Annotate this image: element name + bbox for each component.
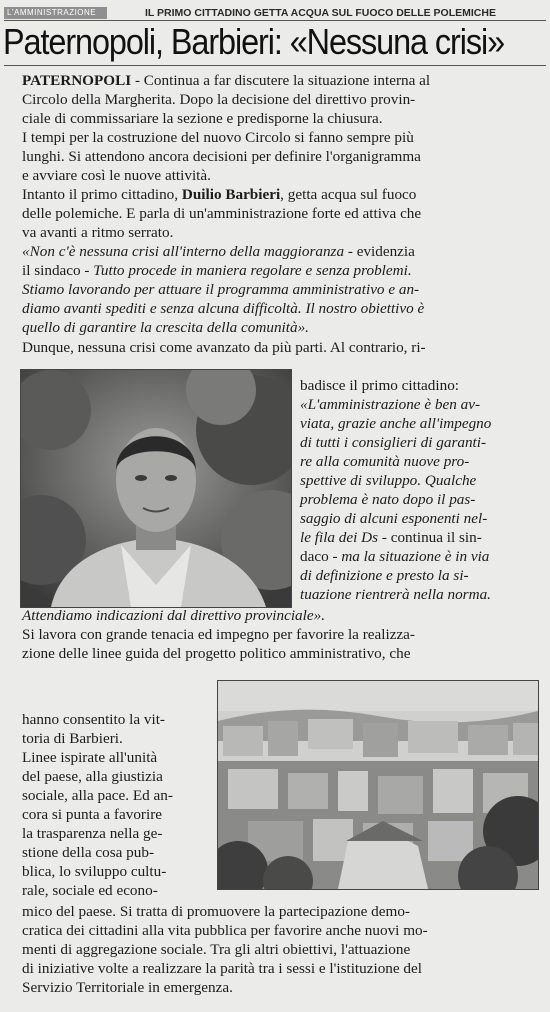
text-line: Si lavora con grande tenacia ed impegno per favorire la realizza- bbox=[22, 626, 415, 643]
quote-line: Attendiamo indicazioni dal direttivo provinciale». bbox=[22, 607, 326, 624]
text-line: Circolo della Margherita. Dopo la decisione del direttivo provin- bbox=[22, 91, 416, 108]
mayor-portrait-photo bbox=[20, 369, 292, 608]
quote-line: tuazione rientrerà nella norma. bbox=[300, 586, 491, 603]
quote-line: quello di garantire la crescita della comunità». bbox=[22, 319, 309, 336]
text-line: va avanti a ritmo serrato. bbox=[22, 224, 174, 241]
quote-span: ma la situazione è in via bbox=[341, 548, 490, 565]
text-line bbox=[22, 186, 416, 204]
dateline: PATERNOPOLI bbox=[22, 72, 132, 89]
text-line: Linee ispirate all'unità bbox=[22, 749, 158, 766]
text-span: - continua il sin- bbox=[378, 529, 482, 546]
text-line bbox=[22, 262, 412, 280]
text-line bbox=[22, 243, 415, 261]
quote-line: «L'amministrazione è ben av- bbox=[300, 396, 480, 413]
text-line: I tempi per la costruzione del nuovo Circolo si fanno sempre più bbox=[22, 129, 414, 146]
text-line: ciale di commissariare la sezione e predisporne la chiusura. bbox=[22, 110, 383, 127]
quote-span: Tutto procede in maniera regolare e senza problemi. bbox=[93, 262, 412, 279]
text-line: menti di aggregazione sociale. Tra gli altri obiettivi, l'attuazione bbox=[22, 941, 411, 958]
text-line bbox=[300, 548, 489, 566]
town-landscape-photo bbox=[217, 680, 539, 890]
text-line: zione delle linee guida del progetto politico amministrativo, che bbox=[22, 645, 411, 662]
text-line: hanno consentito la vit- bbox=[22, 711, 165, 728]
text-line bbox=[22, 72, 430, 90]
text-span: - evidenzia bbox=[344, 243, 415, 260]
text-line: delle polemiche. E parla di un'amministrazione forte ed attiva che bbox=[22, 205, 422, 222]
mayor-name: Duilio Barbieri bbox=[181, 186, 281, 203]
text-line: di iniziative volte a realizzare la parità tra i sessi e l'istituzione del bbox=[22, 960, 422, 977]
text-line: rale, sociale ed econo- bbox=[22, 882, 158, 899]
text-span: Intanto il primo cittadino, bbox=[22, 186, 182, 203]
text-line: cratica dei cittadini alla vita pubblica per favorire anche nuovi mo- bbox=[22, 922, 428, 939]
quote-line: problema è nato dopo il pas- bbox=[300, 491, 476, 508]
text-span: - Continua a far discutere la situazione interna al bbox=[131, 72, 431, 89]
quote-line: diamo avanti spediti e senza alcuna difficoltà. Il nostro obiettivo è bbox=[22, 300, 425, 317]
quote-line: di definizione e presto la si- bbox=[300, 567, 469, 584]
quote-line: saggio di alcuni esponenti nel- bbox=[300, 510, 488, 527]
text-line: Dunque, nessuna crisi come avanzato da più parti. Al contrario, ri- bbox=[22, 339, 426, 356]
text-span: , getta acqua sul fuoco bbox=[280, 186, 417, 203]
text-line: lunghi. Si attendono ancora decisioni per definire l'organigramma bbox=[22, 148, 421, 165]
text-span: daco - bbox=[300, 548, 342, 565]
text-line: blica, lo sviluppo cultu- bbox=[22, 863, 167, 880]
section-tag: L'AMMINISTRAZIONE bbox=[4, 7, 107, 19]
headline-rule bbox=[4, 65, 546, 66]
quote-line: di tutti i consiglieri di garanti- bbox=[300, 434, 487, 451]
text-line: sociale, alla pace. Ed an- bbox=[22, 787, 173, 804]
text-span: il sindaco - bbox=[22, 262, 94, 279]
quote-line: re alla comunità nuove pro- bbox=[300, 453, 470, 470]
text-line: mico del paese. Si tratta di promuovere la partecipazione demo- bbox=[22, 903, 410, 920]
text-line: e avviare così le nuove attività. bbox=[22, 167, 211, 184]
text-line: toria di Barbieri. bbox=[22, 730, 123, 747]
quote-line: viata, grazie anche all'impegno bbox=[300, 415, 492, 432]
quote-line: Stiamo lavorando per attuare il programma amministrativo e an- bbox=[22, 281, 420, 298]
text-line: la trasparenza nella ge- bbox=[22, 825, 163, 842]
quote-span: le fila dei Ds bbox=[300, 529, 379, 546]
text-line: del paese, alla giustizia bbox=[22, 768, 163, 785]
quote-span: «Non c'è nessuna crisi all'interno della maggioranza bbox=[22, 243, 345, 260]
headline: Paternopoli, Barbieri: «Nessuna crisi» bbox=[3, 21, 505, 62]
text-line: stione della cosa pub- bbox=[22, 844, 155, 861]
kicker: IL PRIMO CITTADINO GETTA ACQUA SUL FUOCO DELLE POLEMICHE bbox=[145, 7, 496, 19]
text-line: cora si punta a favorire bbox=[22, 806, 162, 823]
text-line: Servizio Territoriale in emergenza. bbox=[22, 979, 233, 996]
text-line: badisce il primo cittadino: bbox=[300, 377, 460, 394]
text-line bbox=[300, 529, 482, 547]
quote-line: spettive di sviluppo. Qualche bbox=[300, 472, 477, 489]
